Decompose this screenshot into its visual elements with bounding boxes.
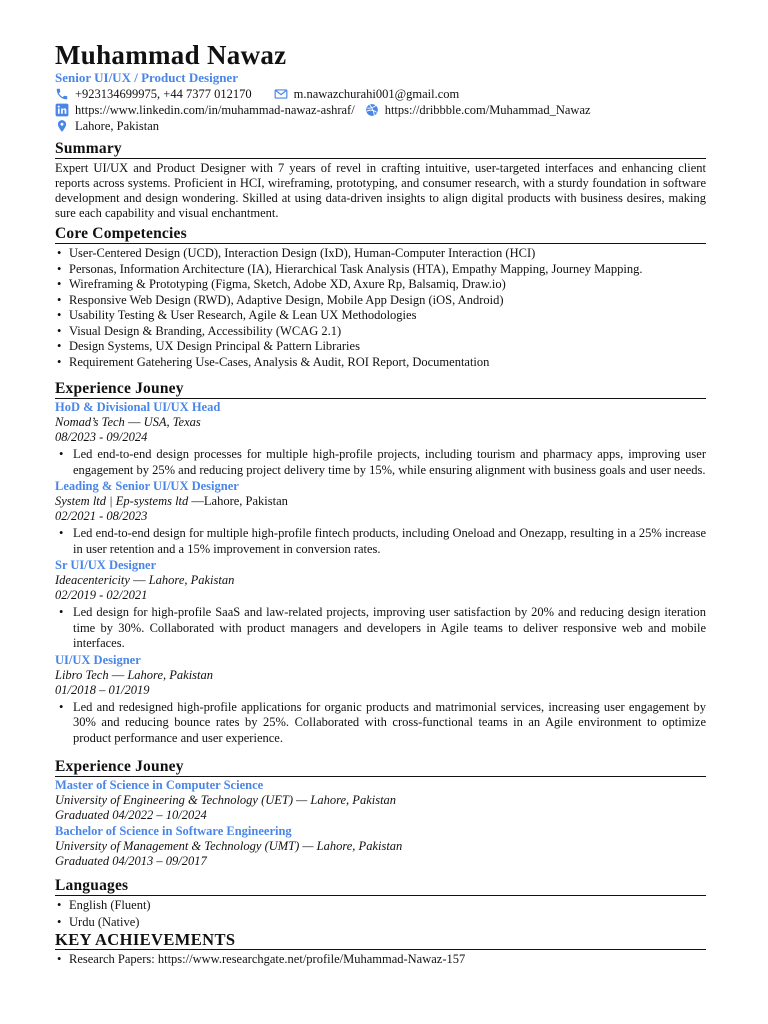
competencies-list <box>55 246 706 370</box>
list-item: • Research Papers: https://www.researchgate.net/profile/Muhammad-Nawaz-157 <box>55 952 706 968</box>
experience-heading: Experience Jouney <box>55 380 706 399</box>
location-pin-icon <box>55 119 69 133</box>
job-entry <box>55 653 706 747</box>
education-entry <box>55 778 706 823</box>
job-title: UI/UX Designer <box>55 652 141 667</box>
contact-row-links <box>55 102 706 118</box>
summary-text: Expert UI/UX and Product Designer with 7 years of revel in crafting intuitive, user-targeted interfaces and enhancing client reports across systems. Proficient in HCI, wireframing, prototyping, and consumer research, with a sturdy foundation in software development and design wondering. Skilled at using data-driven insights to align digital products with business desires, making sure each capability and visual enchantment. <box>55 161 706 220</box>
achievements-heading: KEY ACHIEVEMENTS <box>55 931 706 950</box>
job-dates: 02/2019 - 02/2021 <box>55 588 148 602</box>
email-address[interactable]: m.nawazchurahi001@gmail.com <box>293 87 460 101</box>
job-bullet: • Led end-to-end design processes for multiple high-profile projects, including tourism and pharmacy apps, improving user engagement by 25% and reducing project delivery time by 15%, while ensuring alignment with business goals and user needs. <box>55 447 706 478</box>
dribbble-icon <box>365 103 379 117</box>
email-icon <box>274 87 288 101</box>
list-item: • User-Centered Design (UCD), Interaction Design (IxD), Human-Computer Interaction (HCI) <box>55 246 706 262</box>
job-bullet: • Led and redesigned high-profile applications for organic products and matrimonial services, increasing user engagement by 30% and reducing bounce rates by 25%. Collaborated with cross-functional teams in an Agile environment to optimize product performance and user experience. <box>55 700 706 747</box>
location-text: Lahore, Pakistan <box>75 119 160 133</box>
phone-numbers[interactable]: +923134699975, +44 7377 012170 <box>75 87 252 101</box>
job-bullet: • Led design for high-profile SaaS and law-related projects, improving user satisfaction by 20% and reducing design iteration time by 30%. Collaborated with product managers and developers in Agile teams to deliver responsive web and mobile interfaces. <box>55 605 706 652</box>
job-title: Sr UI/UX Designer <box>55 558 157 572</box>
competencies-heading: Core Competencies <box>55 225 706 244</box>
list-item: • Usability Testing & User Research, Agile & Lean UX Methodologies <box>55 308 706 324</box>
candidate-role: Senior UI/UX / Product Designer <box>55 70 238 85</box>
school-name: University of Engineering & Technology (UET) — Lahore, Pakistan <box>55 793 397 807</box>
list-item: • Design Systems, UX Design Principal & Pattern Libraries <box>55 339 706 355</box>
school-name: University of Management & Technology (UMT) — Lahore, Pakistan <box>55 839 403 853</box>
job-company: Ideacentericity — Lahore, Pakistan <box>55 573 235 587</box>
job-company: Libro Tech — Lahore, Pakistan <box>55 667 214 682</box>
list-item: • Wireframing & Prototyping (Figma, Sketch, Adobe XD, Axure Rp, Balsamiq, Draw.io) <box>55 277 706 293</box>
job-title: Leading & Senior UI/UX Designer <box>55 479 239 493</box>
job-dates: 02/2021 - 08/2023 <box>55 509 148 523</box>
education-heading: Experience Jouney <box>55 758 706 777</box>
linkedin-icon <box>55 103 69 117</box>
job-company: System ltd | Ep-systems ltd —Lahore, Pakistan <box>55 494 288 508</box>
candidate-name: Muhammad Nawaz <box>55 40 287 70</box>
list-item: • Requirement Gatehering Use-Cases, Analysis & Audit, ROI Report, Documentation <box>55 355 706 371</box>
job-entry <box>55 558 706 652</box>
education-entry <box>55 824 706 869</box>
degree-title: Master of Science in Computer Science <box>55 778 264 792</box>
job-entry <box>55 400 706 478</box>
education-dates: Graduated 04/2022 – 10/2024 <box>55 808 207 822</box>
job-entry <box>55 479 706 557</box>
list-item: • English (Fluent) <box>55 897 706 914</box>
linkedin-url[interactable]: https://www.linkedin.com/in/muhammad-nawaz-ashraf/ <box>75 103 355 117</box>
contact-row-phone-email <box>55 86 706 102</box>
contact-row-location <box>55 118 706 134</box>
job-dates: 08/2023 - 09/2024 <box>55 430 148 444</box>
job-bullet: • Led end-to-end design for multiple high-profile fintech products, including Oneload and Onezapp, resulting in a 25% increase in user retention and a 15% improvement in conversion rates. <box>55 526 706 557</box>
list-item: • Urdu (Native) <box>55 914 706 931</box>
list-item: • Visual Design & Branding, Accessibility (WCAG 2.1) <box>55 324 706 340</box>
job-dates: 01/2018 – 01/2019 <box>55 682 150 697</box>
degree-title: Bachelor of Science in Software Engineering <box>55 824 292 838</box>
achievements-list <box>55 952 706 968</box>
list-item: • Personas, Information Architecture (IA), Hierarchical Task Analysis (HTA), Empathy Mapping, Journey Mapping. <box>55 262 706 278</box>
dribbble-url[interactable]: https://dribbble.com/Muhammad_Nawaz <box>384 103 591 117</box>
education-dates: Graduated 04/2013 – 09/2017 <box>55 854 207 868</box>
languages-heading: Languages <box>55 877 706 896</box>
phone-icon <box>55 87 69 101</box>
summary-heading: Summary <box>55 140 706 159</box>
job-company: Nomad’s Tech — USA, Texas <box>55 415 201 429</box>
languages-list <box>55 897 706 931</box>
list-item: • Responsive Web Design (RWD), Adaptive Design, Mobile App Design (iOS, Android) <box>55 293 706 309</box>
job-title: HoD & Divisional UI/UX Head <box>55 400 221 414</box>
